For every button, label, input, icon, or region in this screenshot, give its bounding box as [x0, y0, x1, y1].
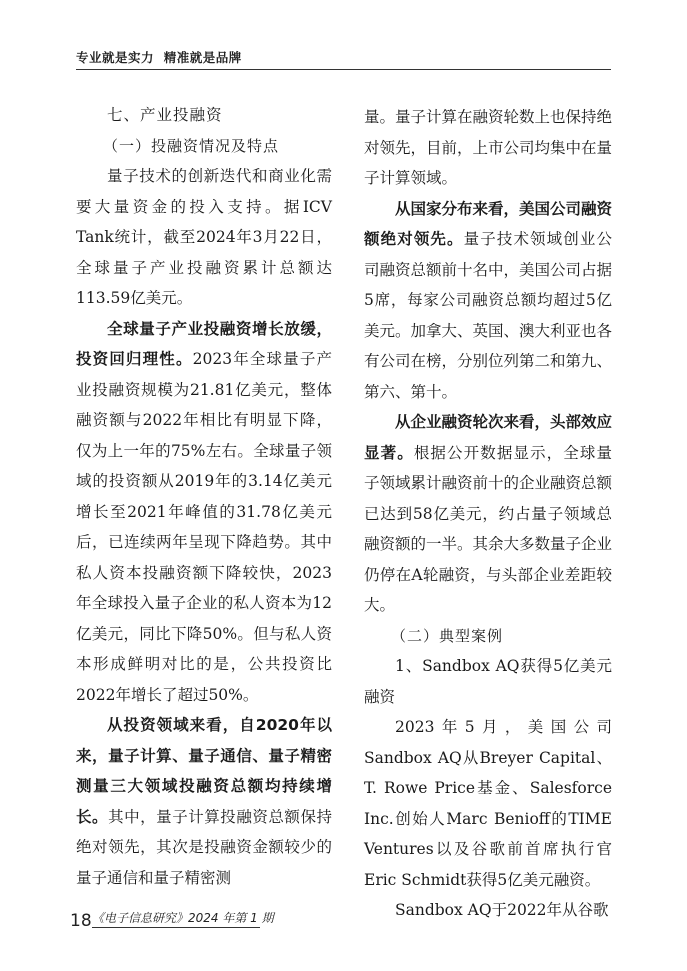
lead-sentence: 全球量子产业投融资增长放缓，投资回归理性。: [76, 319, 332, 368]
paragraph-case-detail: 2023年5月，美国公司Sandbox AQ从Breyer Capital、T. Rowe Price基金、Salesforce Inc.创始人Marc Benioff的TIME Ventures以及谷歌前首席执行官Eric Schmidt获得5亿美元融资。: [364, 718, 612, 889]
case-title: 1、Sandbox AQ获得5亿美元融资: [364, 657, 612, 706]
header-slogan: 专业就是实力 精准就是品牌: [76, 50, 242, 65]
paragraph-continued: 量。量子计算在融资轮数上也保持绝对领先，目前，上市公司均集中在量子计算领域。: [364, 108, 613, 187]
paragraph-growth-slowdown: [76, 314, 332, 711]
lead-sentence: 从投资领域来看，自2020年以来，量子计算、量子通信、量子精密测量三大领域投融资总额均持续增长。: [76, 716, 332, 826]
paragraph-body: 其中，量子计算投融资总额保持绝对领先，其次是投融资金额较少的量子通信和量子精密测: [76, 807, 332, 887]
lead-sentence: 从企业融资轮次来看，头部效应显著。: [364, 413, 613, 462]
paragraph-body: 根据公开数据显示，全球量子领域累计融资前十的企业融资总额已达到58亿美元，约占量子领域总融资额的一半。其余大多数量子企业仍停在A轮融资，与头部企业差距较大。: [364, 443, 613, 614]
paragraph-country-distribution: [364, 194, 612, 408]
paragraph-body: 2023年全球量子产业投融资规模为21.81亿美元，整体融资额与2022年相比有明显下降，仅为上一年的75%左右。全球量子领域的投资额从2019年的3.14亿美元增长至2021年峰值的31.78亿美元后，已连续两年呈现下降趋势。其中私人资本投融资额下降较快，2023年全球投入量子企业的私人资本为12亿美元，同比下降50%。但与私人资本形成鲜明对比的是，公共投资比2022年增长了超过50%。: [76, 350, 332, 704]
paragraph-intro: 量子技术的创新迭代和商业化需要大量资金的投入支持。据ICV Tank统计，截至2024年3月22日，全球量子产业投融资累计总额达113.59亿美元。: [76, 167, 332, 307]
right-column: [364, 102, 612, 926]
page-number: 18: [70, 911, 92, 931]
page-footer: [70, 905, 274, 937]
subsection-title-investment: （一）投融资情况及特点: [103, 136, 280, 155]
section-title: 七、产业投融资: [107, 106, 223, 124]
running-header: [76, 46, 611, 70]
left-column: [76, 100, 332, 893]
journal-name: 《电子信息研究》2024 年第 1 期: [92, 911, 274, 925]
paragraph-body: 量子技术领域创业公司融资总额前十名中，美国公司占据5席，每家公司融资总额均超过5亿美元。加拿大、英国、澳大利亚也各有公司在榜，分别位列第二和第九、第六、第十。: [364, 230, 613, 401]
paragraph-funding-rounds: [364, 407, 612, 621]
subsection-title-cases: （二）典型案例: [391, 626, 504, 645]
paragraph-case-continued: Sandbox AQ于2022年从谷歌: [395, 901, 609, 919]
footer-divider: [92, 927, 260, 928]
paragraph-investment-fields: [76, 710, 332, 893]
lead-sentence: 从国家分布来看，美国公司融资额绝对领先。: [364, 199, 613, 248]
